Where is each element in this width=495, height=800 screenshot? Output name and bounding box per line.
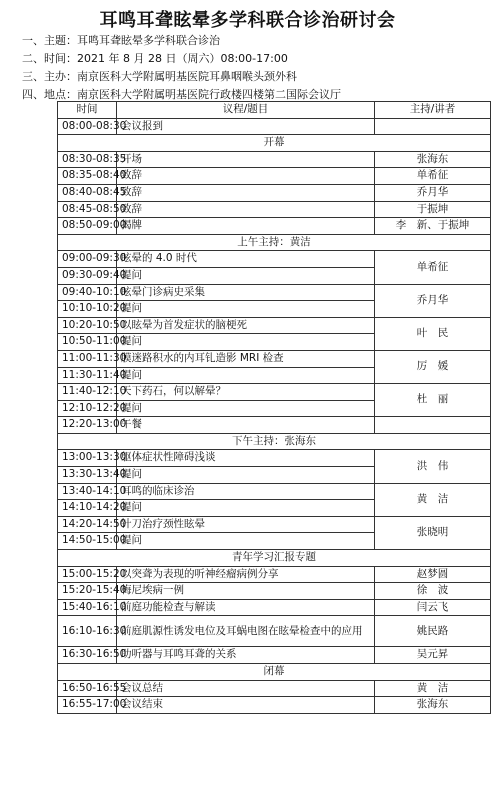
- row-host: 姚民路: [375, 616, 491, 647]
- agenda-table: [57, 101, 491, 714]
- table-row: [58, 251, 491, 268]
- row-time: 08:00-08:30: [58, 118, 117, 135]
- row-topic: 提问: [117, 334, 375, 351]
- table-row: [58, 284, 491, 301]
- table-row: [58, 151, 491, 168]
- table-row: [58, 184, 491, 201]
- row-topic: 膜迷路积水的内耳钆造影 MRI 检查: [117, 350, 375, 367]
- section-row: [58, 135, 491, 152]
- row-topic: 躯体症状性障碍浅谈: [117, 450, 375, 467]
- row-time: 13:00-13:30: [58, 450, 117, 467]
- row-topic: 提问: [117, 267, 375, 284]
- row-host: [375, 118, 491, 135]
- row-time: 16:55-17:00: [58, 697, 117, 714]
- section-label: 青年学习汇报专题: [58, 550, 491, 567]
- row-topic: 前庭功能检查与解读: [117, 599, 375, 616]
- section-row: [58, 664, 491, 681]
- section-row: [58, 550, 491, 567]
- row-topic: 耳鸣的临床诊治: [117, 483, 375, 500]
- row-time: 10:20-10:50: [58, 317, 117, 334]
- table-row: [58, 118, 491, 135]
- row-time: 10:10-10:20: [58, 301, 117, 318]
- header-time: 时间: [58, 102, 117, 119]
- table-row: [58, 680, 491, 697]
- row-time: 14:10-14:20: [58, 500, 117, 517]
- row-topic: 针刀治疗颈性眩晕: [117, 516, 375, 533]
- table-row: [58, 218, 491, 235]
- table-row: [58, 566, 491, 583]
- row-host: 徐 波: [375, 583, 491, 600]
- table-header-row: [58, 102, 491, 119]
- table-row: [58, 350, 491, 367]
- row-host: 赵梦圆: [375, 566, 491, 583]
- row-time: 08:45-08:50: [58, 201, 117, 218]
- info-location: 四、地点：南京医科大学附属明基医院行政楼四楼第二国际会议厅: [22, 88, 341, 101]
- row-topic: 提问: [117, 467, 375, 484]
- table-row: [58, 317, 491, 334]
- row-time: 13:30-13:40: [58, 467, 117, 484]
- row-time: 09:40-10:10: [58, 284, 117, 301]
- row-time: 16:50-16:55: [58, 680, 117, 697]
- row-host: [375, 417, 491, 434]
- table-row: [58, 201, 491, 218]
- info-host: 三、主办：南京医科大学附属明基医院耳鼻咽喉头颈外科: [22, 70, 297, 83]
- row-topic: 以眩晕为首发症状的脑梗死: [117, 317, 375, 334]
- row-topic: 提问: [117, 400, 375, 417]
- row-host: 杜 丽: [375, 384, 491, 417]
- row-time: 11:00-11:30: [58, 350, 117, 367]
- table-row: [58, 483, 491, 500]
- table-row: [58, 516, 491, 533]
- row-host: 于振坤: [375, 201, 491, 218]
- row-topic: 天下药石，何以解晕？: [117, 384, 375, 401]
- meeting-info: [22, 32, 492, 104]
- row-time: 09:00-09:30: [58, 251, 117, 268]
- section-label: 上午主持：黄洁: [58, 234, 491, 251]
- row-topic: 致辞: [117, 201, 375, 218]
- row-host: 吴元昇: [375, 647, 491, 664]
- section-label: 闭幕: [58, 664, 491, 681]
- info-theme: 一、主题：耳鸣耳聋眩晕多学科联合诊治: [22, 34, 220, 47]
- table-row: [58, 384, 491, 401]
- page-title: 耳鸣耳聋眩晕多学科联合诊治研讨会: [99, 10, 396, 31]
- section-row: [58, 234, 491, 251]
- row-topic: 提问: [117, 301, 375, 318]
- section-label: 开幕: [58, 135, 491, 152]
- row-time: 09:30-09:40: [58, 267, 117, 284]
- table-row: [58, 417, 491, 434]
- row-topic: 午餐: [117, 417, 375, 434]
- row-host: 厉 媛: [375, 350, 491, 383]
- table-row: [58, 450, 491, 467]
- row-host: 乔月华: [375, 184, 491, 201]
- row-host: 李 新、于振坤: [375, 218, 491, 235]
- row-topic: 揭牌: [117, 218, 375, 235]
- table-row: [58, 168, 491, 185]
- row-topic: 会议结束: [117, 697, 375, 714]
- row-topic: 助听器与耳鸣耳聋的关系: [117, 647, 375, 664]
- row-time: 13:40-14:10: [58, 483, 117, 500]
- row-topic: 会议报到: [117, 118, 375, 135]
- row-host: 张海东: [375, 151, 491, 168]
- row-host: 张海东: [375, 697, 491, 714]
- row-time: 16:30-16:50: [58, 647, 117, 664]
- table-row: [58, 697, 491, 714]
- header-host: 主持/讲者: [375, 102, 491, 119]
- section-row: [58, 433, 491, 450]
- row-host: 叶 民: [375, 317, 491, 350]
- row-topic: 以突聋为表现的听神经瘤病例分享: [117, 566, 375, 583]
- table-row: [58, 616, 491, 647]
- row-topic: 眩晕门诊病史采集: [117, 284, 375, 301]
- row-topic: 前庭肌源性诱发电位及耳蜗电图在眩晕检查中的应用: [117, 616, 375, 647]
- row-host: 闫云飞: [375, 599, 491, 616]
- row-time: 08:50-09:00: [58, 218, 117, 235]
- row-time: 11:40-12:10: [58, 384, 117, 401]
- row-time: 08:35-08:40: [58, 168, 117, 185]
- row-time: 15:40-16:10: [58, 599, 117, 616]
- row-host: 乔月华: [375, 284, 491, 317]
- row-topic: 致辞: [117, 168, 375, 185]
- row-topic: 提问: [117, 533, 375, 550]
- row-topic: 提问: [117, 500, 375, 517]
- row-host: 黄 洁: [375, 483, 491, 516]
- row-time: 14:20-14:50: [58, 516, 117, 533]
- row-topic: 眩晕的 4.0 时代: [117, 251, 375, 268]
- row-time: 14:50-15:00: [58, 533, 117, 550]
- row-time: 15:00-15:20: [58, 566, 117, 583]
- table-row: [58, 647, 491, 664]
- row-host: 黄 洁: [375, 680, 491, 697]
- info-time: 二、时间：2021 年 8 月 28 日（周六）08:00-17:00: [22, 52, 288, 65]
- row-time: 15:20-15:40: [58, 583, 117, 600]
- row-topic: 会议总结: [117, 680, 375, 697]
- row-topic: 提问: [117, 367, 375, 384]
- row-time: 16:10-16:30: [58, 616, 117, 647]
- row-time: 08:30-08:35: [58, 151, 117, 168]
- row-time: 11:30-11:40: [58, 367, 117, 384]
- row-topic: 开场: [117, 151, 375, 168]
- table-row: [58, 583, 491, 600]
- row-time: 12:20-13:00: [58, 417, 117, 434]
- header-topic: 议程/题目: [117, 102, 375, 119]
- row-host: 洪 伟: [375, 450, 491, 483]
- row-time: 10:50-11:00: [58, 334, 117, 351]
- row-topic: 致辞: [117, 184, 375, 201]
- section-label: 下午主持：张海东: [58, 433, 491, 450]
- agenda-body: [58, 118, 491, 713]
- row-host: 单希征: [375, 251, 491, 284]
- row-topic: 梅尼埃病一例: [117, 583, 375, 600]
- row-host: 单希征: [375, 168, 491, 185]
- row-time: 08:40-08:45: [58, 184, 117, 201]
- row-host: 张晓明: [375, 516, 491, 549]
- table-row: [58, 599, 491, 616]
- row-time: 12:10-12:20: [58, 400, 117, 417]
